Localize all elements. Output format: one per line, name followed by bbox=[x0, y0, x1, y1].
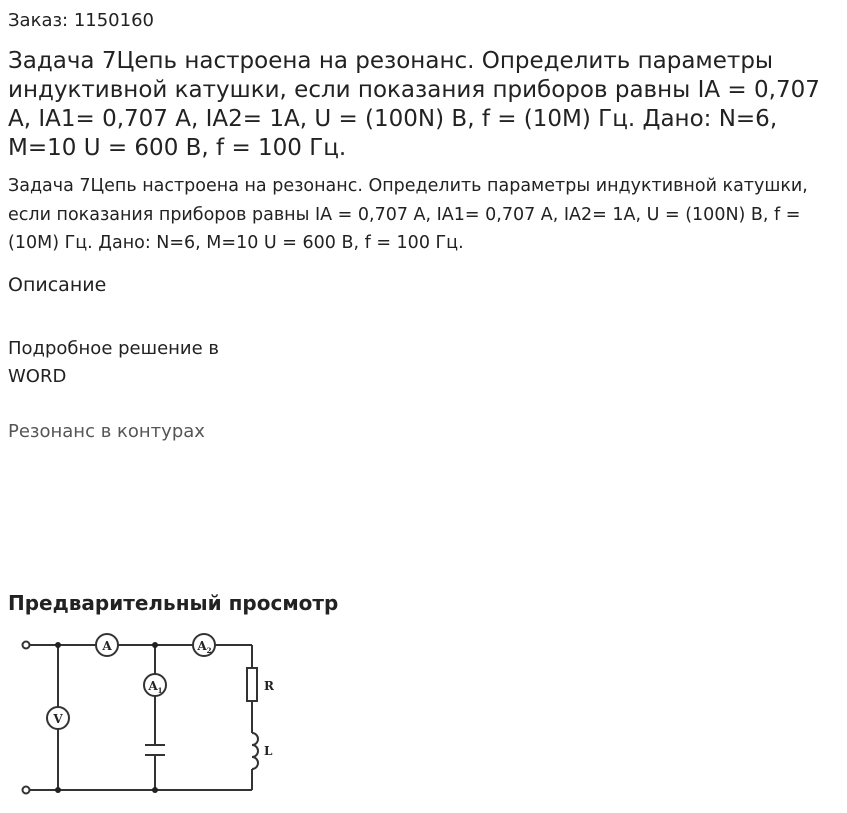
voltmeter-label: V bbox=[53, 712, 63, 726]
page-title: Задача 7Цепь настроена на резонанс. Определить параметры индуктивной катушки, если показания приборов равны IA = 0,707 А, IA1= 0,707 А, IA2= 1А, U = (100N) В, f = (10M) Гц. Дано: N=6, M=10 U = 600 В, f = 100 Гц. bbox=[8, 48, 820, 161]
circuit-diagram-image bbox=[0, 625, 290, 805]
ammeter-2-subscript: 2 bbox=[206, 646, 212, 655]
inductor-label: L bbox=[264, 744, 273, 758]
task-description: Задача 7Цепь настроена на резонанс. Определить параметры индуктивной катушки, если показания приборов равны IA = 0,707 А, IA1= 0,707 А, IA2= 1А, U = (100N) В, f = (10M) Гц. Дано: N=6, M=10 U = 600 В, f = 100 Гц. bbox=[8, 176, 808, 253]
ammeter-1-label: A bbox=[148, 679, 158, 693]
description-section-label: Описание bbox=[8, 274, 107, 296]
ammeter-main-label: A bbox=[102, 639, 112, 653]
category-link[interactable]: Резонанс в контурах bbox=[8, 421, 205, 442]
ammeter-2-label: A bbox=[197, 639, 207, 653]
resistor-label: R bbox=[264, 679, 274, 693]
ammeter-1-subscript: 1 bbox=[157, 686, 163, 695]
order-number: Заказ: 1150160 bbox=[8, 10, 154, 31]
preview-heading: Предварительный просмотр bbox=[8, 591, 339, 615]
solution-format-text: Подробное решение в WORD bbox=[8, 338, 220, 387]
